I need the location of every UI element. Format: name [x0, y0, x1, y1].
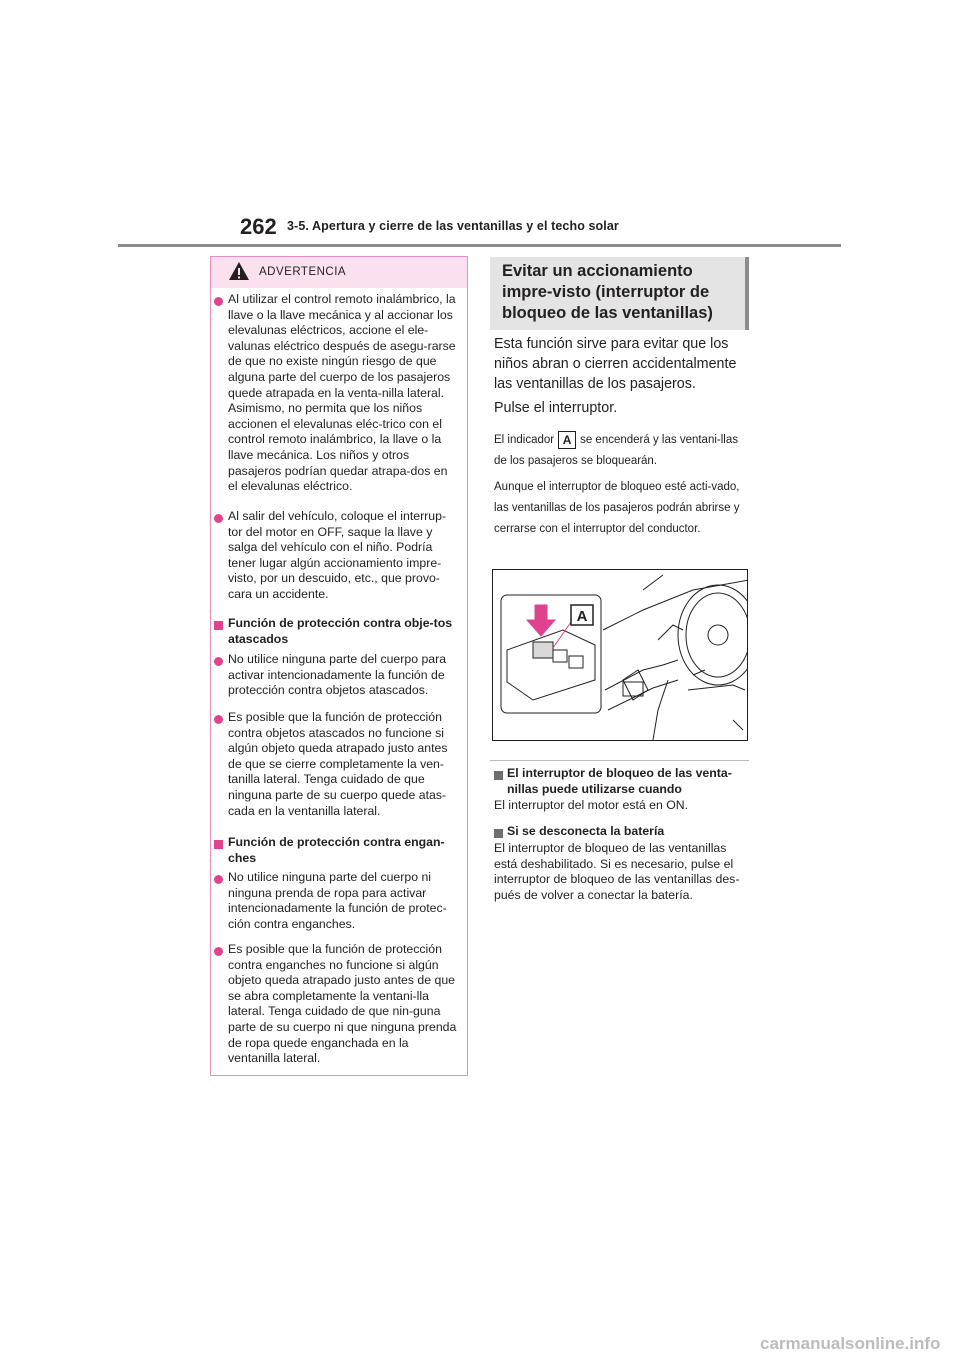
header-rule [118, 244, 841, 247]
section-intro: Esta función sirve para evitar que los niños abran o cierren accidentalmente las ventanillas de los pasajeros. [494, 336, 737, 392]
bullet-icon [214, 715, 223, 724]
warning-icon [228, 261, 250, 281]
warning-item: Al salir del vehículo, coloque el interrup-tor del motor en OFF, saque la llave y salga del vehículo con el niño. Podría tener lugar algún accionamiento impre-visto, por un descuido, etc., que provo-cara un accidente. [228, 509, 447, 601]
indicator-text-before: El indicador [494, 434, 555, 446]
warning-item: Al utilizar el control remoto inalámbrico, la llave o la llave mecánica y al accionar los elevalunas eléctricos, accione el ele-valunas eléctrico después de asegu-rarse de que no existe ningún riesgo de que alguna parte del cuerpo de los pasajeros quede atrapada en la venta-nilla lateral. Asimismo, no permita que los niños accionen el elevalunas eléc-trico con el control remoto inalámbrico, la llave o la llave mecánica. Los niños y otros pasajeros podrían quedar atrapa-dos en el elevalunas eléctrico. [228, 292, 456, 494]
warning-title: ADVERTENCIA [259, 266, 347, 278]
warning-item: No utilice ninguna parte del cuerpo ni ninguna prenda de ropa para activar intencionadamente la función de protec-ción contra enganches. [228, 870, 447, 931]
square-bullet-icon [214, 621, 223, 630]
section-step: Pulse el interruptor. [494, 400, 618, 416]
figure-divider [490, 760, 749, 761]
square-bullet-icon [214, 840, 223, 849]
note-text: El interruptor de bloqueo de las ventanillas está deshabilitado. Si es necesario, pulse el interruptor de bloqueo de las ventanillas des-pués de volver a conectar la batería. [494, 841, 740, 902]
note-text: El interruptor del motor está en ON. [494, 798, 689, 812]
page-number: 262 [240, 214, 277, 239]
note-heading: Si se desconecta la batería [507, 824, 665, 838]
indicator-text-after: se encenderá y las ventani-llas de los pasajeros se bloquearán. [494, 434, 738, 467]
square-bullet-icon [494, 829, 503, 838]
indicator-text [494, 430, 750, 472]
window-lock-switch-illustration [492, 569, 748, 741]
bullet-icon [214, 514, 223, 523]
square-bullet-icon [494, 771, 503, 780]
watermark: carmanualsonline.info [760, 1334, 941, 1353]
warning-item: No utilice ninguna parte del cuerpo para activar intencionadamente la función de protección contra objetos atascados. [228, 652, 447, 698]
header-title: 3-5. Apertura y cierre de las ventanillas y el techo solar [287, 219, 619, 233]
warning-item: Es posible que la función de protección contra objetos atascados no funcione si algún objeto queda atrapado justo antes de que se cierre completamente la ven-tanilla lateral. Tenga cuidado de que ninguna parte de su cuerpo quede atas-cada en la ventanilla lateral. [228, 710, 448, 818]
section-title: Evitar un accionamiento impre-visto (interruptor de bloqueo de las ventanillas) [502, 262, 713, 322]
figure-label: A [576, 608, 588, 625]
note-heading: El interruptor de bloqueo de las venta-nillas puede utilizarse cuando [507, 766, 732, 796]
bullet-icon [214, 657, 223, 666]
bullet-icon [214, 947, 223, 956]
indicator-label: A [558, 431, 576, 449]
section-note: Aunque el interruptor de bloqueo esté acti-vado, las ventanillas de los pasajeros podrán abrirse y cerrarse con el interruptor del conductor. [494, 481, 740, 535]
warning-subheading: Función de protección contra engan-ches [228, 835, 445, 865]
warning-item: Es posible que la función de protección contra enganches no funcione si algún objeto queda atrapado justo antes de que se abra completamente la ventani-lla lateral. Tenga cuidado de que nin-guna parte de su cuerpo ni que ninguna prenda de ropa quede enganchada en la ventanilla lateral. [228, 942, 457, 1066]
bullet-icon [214, 297, 223, 306]
bullet-icon [214, 875, 223, 884]
warning-subheading: Función de protección contra obje-tos atascados [228, 616, 453, 646]
